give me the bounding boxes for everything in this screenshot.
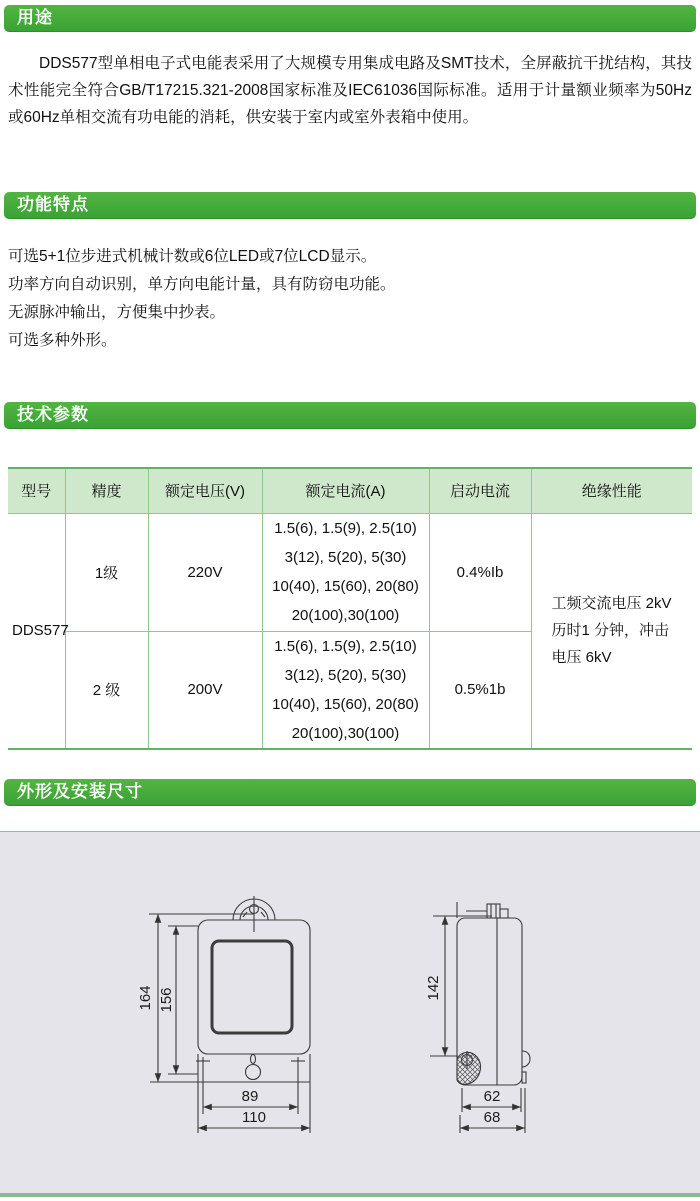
section-title: 功能特点 [17, 195, 89, 214]
section-header-specs [4, 402, 696, 429]
current-line: 3(12), 5(20), 5(30) [284, 666, 407, 684]
section-title: 用途 [17, 8, 53, 27]
voltage-cell: 220V [148, 513, 262, 631]
features-list [8, 243, 692, 355]
dimension-drawings [0, 832, 700, 1193]
spec-table [8, 467, 692, 750]
insulation-line: 历时1 分钟，冲击 [551, 622, 670, 640]
dim-side-height: 142 [425, 975, 442, 1001]
model-cell: DDS577 [8, 513, 65, 749]
section-title: 技术参数 [17, 405, 89, 424]
dim-depth-inner: 62 [483, 1088, 501, 1105]
section-header-features [4, 192, 696, 219]
col-header-insulation: 绝缘性能 [531, 468, 692, 513]
current-cell [262, 631, 429, 749]
insulation-line: 电压 6kV [551, 649, 612, 667]
insulation-cell [531, 513, 692, 749]
spec-table-header-row [8, 468, 692, 513]
starting-current-cell: 0.5%1b [429, 631, 531, 749]
dim-outer-height: 164 [137, 985, 154, 1011]
voltage-cell: 200V [148, 631, 262, 749]
dim-outer-width: 110 [242, 1109, 266, 1126]
current-line: 10(40), 15(60), 20(80) [272, 695, 419, 713]
current-line: 1.5(6), 1.5(9), 2.5(10) [274, 637, 417, 655]
cover-hinge [522, 1051, 530, 1083]
feature-item: 可选多种外形。 [8, 332, 117, 349]
front-view-drawing [137, 896, 310, 1133]
terminal-seal [457, 1051, 481, 1084]
current-line: 1.5(6), 1.5(9), 2.5(10) [274, 520, 417, 537]
terminal-block [150, 1054, 310, 1082]
section-header-usage [4, 5, 696, 32]
dim-hole-spacing: 89 [241, 1088, 259, 1105]
dimension-drawing-panel [0, 831, 700, 1197]
col-header-current: 额定电流(A) [262, 468, 429, 513]
meter-window-outline [212, 941, 292, 1033]
feature-item: 功率方向自动识别，单方向电能计量，具有防窃电功能。 [8, 276, 396, 293]
col-header-starting-current: 启动电流 [429, 468, 531, 513]
feature-item: 无源脉冲输出，方便集中抄表。 [8, 304, 226, 321]
current-cell [262, 513, 429, 631]
col-header-voltage: 额定电压(V) [148, 468, 262, 513]
feature-item: 可选5+1位步进式机械计数或6位LED或7位LCD显示。 [8, 248, 377, 265]
insulation-line: 工频交流电压 2kV [551, 595, 672, 613]
side-view-drawing [425, 902, 530, 1133]
current-line: 20(100),30(100) [291, 724, 400, 742]
starting-current-cell: 0.4%Ib [429, 513, 531, 631]
usage-paragraph: DDS577型单相电子式电能表采用了大规模专用集成电路及SMT技术，全屏蔽抗干扰结构，其技术性能完全符合GB/T17215.321-2008国家标准及IEC61036国际标准。适用于计量额业频率为50Hz或60Hz单相交流有功电能的消耗，供安装于室内或室外表箱中使用。 [8, 55, 692, 126]
section-header-dimensions [4, 779, 696, 806]
current-line: 10(40), 15(60), 20(80) [272, 578, 419, 595]
current-line: 3(12), 5(20), 5(30) [284, 549, 407, 566]
accuracy-cell: 2 级 [65, 631, 148, 749]
current-line: 20(100),30(100) [291, 607, 400, 624]
accuracy-cell: 1级 [65, 513, 148, 631]
dim-window-height: 156 [158, 987, 175, 1013]
dim-depth-outer: 68 [483, 1109, 501, 1126]
col-header-accuracy: 精度 [65, 468, 148, 513]
section-title: 外形及安装尺寸 [17, 782, 143, 801]
table-row [8, 513, 692, 631]
col-header-model: 型号 [8, 468, 65, 513]
